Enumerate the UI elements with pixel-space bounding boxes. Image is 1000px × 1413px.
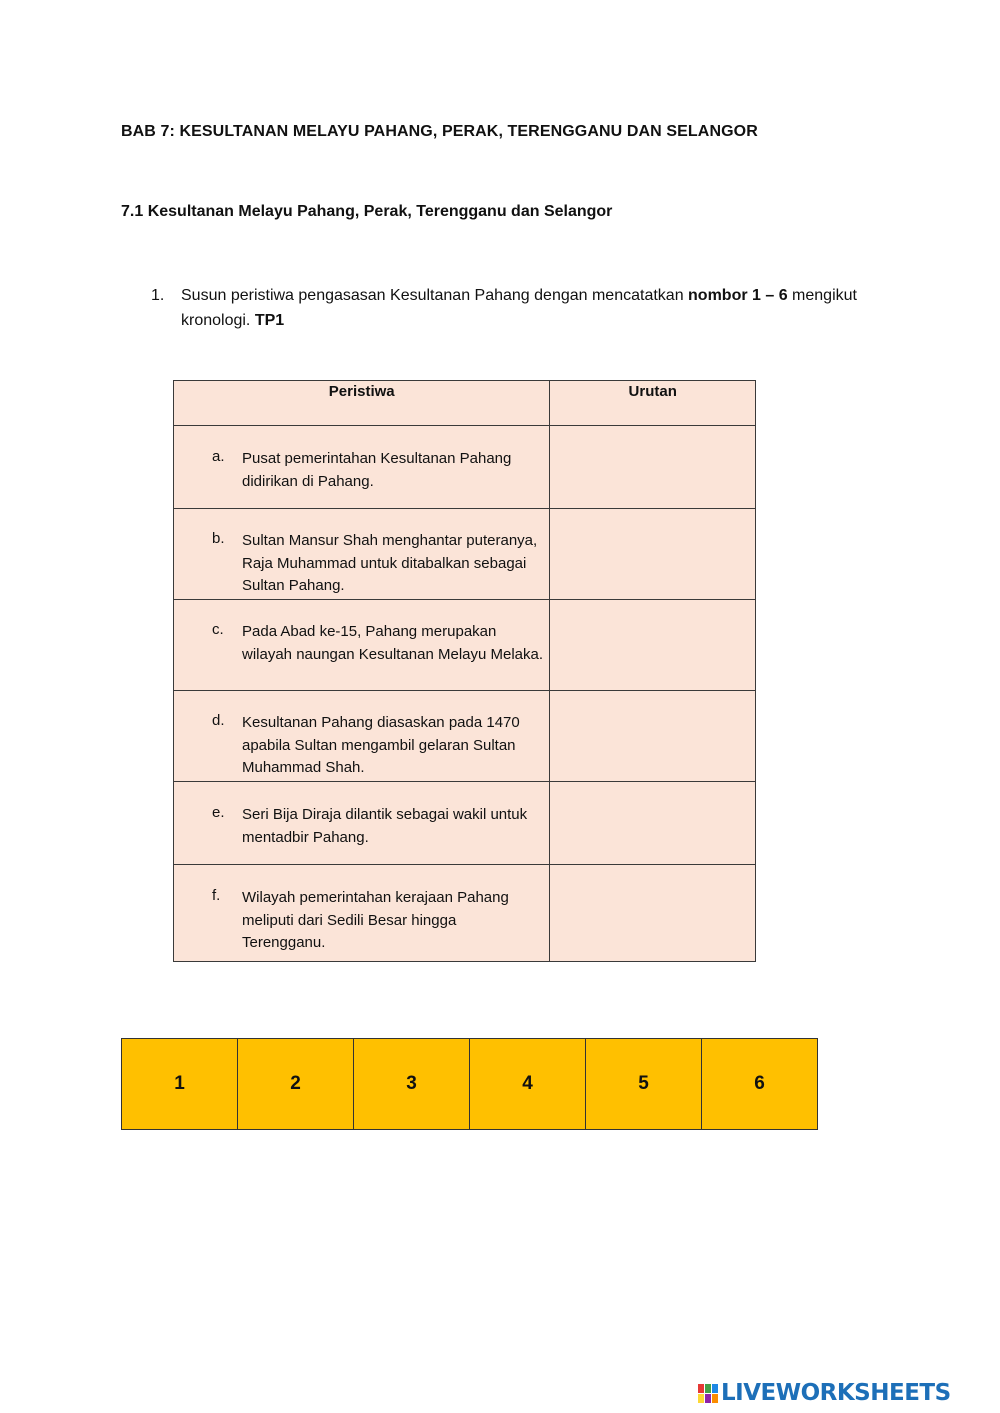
events-table bbox=[173, 380, 756, 962]
table-row bbox=[174, 600, 756, 691]
order-drop-zone-b[interactable] bbox=[550, 509, 756, 600]
event-letter: f. bbox=[212, 887, 221, 904]
table-row bbox=[174, 865, 756, 962]
order-drop-zone-c[interactable] bbox=[550, 600, 756, 691]
question-level: TP1 bbox=[254, 312, 285, 329]
number-tile-1[interactable]: 1 bbox=[122, 1039, 238, 1129]
number-tile-4[interactable]: 4 bbox=[470, 1039, 586, 1129]
event-cell bbox=[174, 691, 550, 782]
table-header-row bbox=[174, 381, 756, 426]
event-text: Wilayah pemerintahan kerajaan Pahang meliputi dari Sedili Besar hingga Terengganu. bbox=[242, 889, 509, 951]
event-text: Sultan Mansur Shah menghantar puteranya, Raja Muhammad untuk ditabalkan sebagai Sultan Pahang. bbox=[242, 532, 538, 594]
liveworksheets-brand bbox=[698, 1380, 951, 1406]
order-drop-zone-f[interactable] bbox=[550, 865, 756, 962]
event-letter: c. bbox=[212, 621, 224, 638]
number-tiles bbox=[121, 1038, 818, 1130]
table-row bbox=[174, 782, 756, 865]
header-event: Peristiwa bbox=[174, 381, 550, 426]
order-drop-zone-d[interactable] bbox=[550, 691, 756, 782]
event-letter: b. bbox=[212, 530, 225, 547]
question-text: Susun peristiwa pengasasan Kesultanan Pahang dengan mencatatkan nombor 1 – 6 mengikut kronologi. TP1 bbox=[181, 287, 857, 329]
event-cell bbox=[174, 426, 550, 509]
event-letter: d. bbox=[212, 712, 225, 729]
event-cell bbox=[174, 865, 550, 962]
order-drop-zone-e[interactable] bbox=[550, 782, 756, 865]
number-tile-5[interactable]: 5 bbox=[586, 1039, 702, 1129]
chapter-title: BAB 7: KESULTANAN MELAYU PAHANG, PERAK, TERENGGANU DAN SELANGOR bbox=[121, 123, 758, 140]
event-cell bbox=[174, 782, 550, 865]
table-row bbox=[174, 426, 756, 509]
table-row bbox=[174, 509, 756, 600]
event-cell bbox=[174, 600, 550, 691]
event-text: Kesultanan Pahang diasaskan pada 1470 apabila Sultan mengambil gelaran Sultan Muhammad Shah. bbox=[242, 714, 520, 776]
brand-name: LIVEWORKSHEETS bbox=[721, 1380, 951, 1406]
question-bold-range: nombor 1 – 6 bbox=[688, 287, 788, 304]
header-order: Urutan bbox=[550, 381, 756, 426]
liveworksheets-logo-icon bbox=[698, 1384, 718, 1403]
event-letter: a. bbox=[212, 448, 225, 465]
table-row bbox=[174, 691, 756, 782]
number-tile-6[interactable]: 6 bbox=[754, 1073, 765, 1094]
event-letter: e. bbox=[212, 804, 225, 821]
question-number: 1. bbox=[151, 287, 165, 304]
event-text: Pada Abad ke-15, Pahang merupakan wilayah naungan Kesultanan Melayu Melaka. bbox=[242, 623, 544, 663]
event-text: Pusat pemerintahan Kesultanan Pahang didirikan di Pahang. bbox=[242, 450, 512, 490]
section-title: 7.1 Kesultanan Melayu Pahang, Perak, Terengganu dan Selangor bbox=[121, 203, 613, 220]
event-text: Seri Bija Diraja dilantik sebagai wakil untuk mentadbir Pahang. bbox=[242, 806, 528, 846]
number-tile-3[interactable]: 3 bbox=[354, 1039, 470, 1129]
event-cell bbox=[174, 509, 550, 600]
order-drop-zone-a[interactable] bbox=[550, 426, 756, 509]
question-1 bbox=[151, 283, 881, 333]
number-tile-2[interactable]: 2 bbox=[238, 1039, 354, 1129]
